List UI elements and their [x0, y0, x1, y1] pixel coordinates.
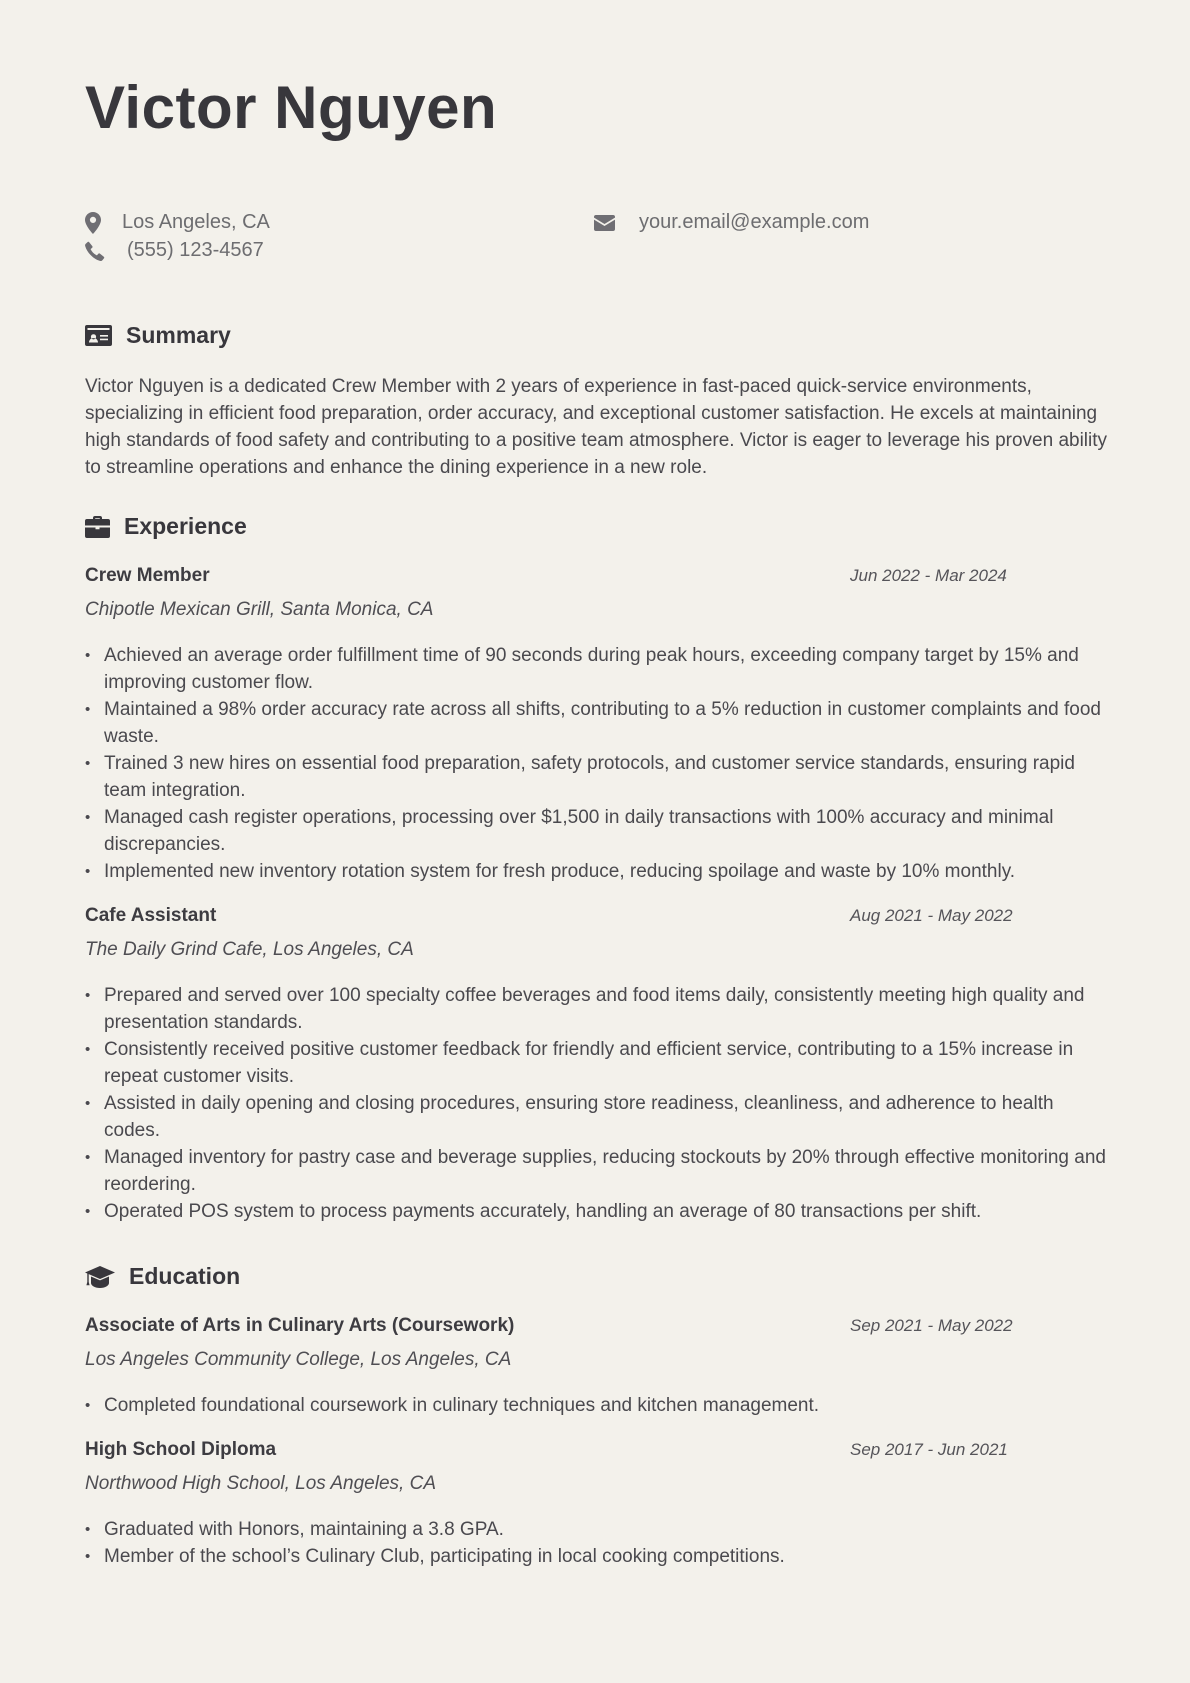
- bullet-item: • Managed inventory for pastry case and beverage supplies, reducing stockouts by 20% through effective monitoring and reordering.: [85, 1144, 1110, 1198]
- school-name: Northwood High School, Los Angeles, CA: [85, 1473, 436, 1494]
- contact-email: [594, 211, 869, 234]
- briefcase-icon: [85, 516, 110, 538]
- bullet-item: • Prepared and served over 100 specialty coffee beverages and food items daily, consistently meeting high quality and presentation standards.: [85, 982, 1110, 1036]
- education-bullets: [85, 1516, 1110, 1570]
- experience-heading: [85, 513, 247, 540]
- bullet-item: • Operated POS system to process payments accurately, handling an average of 80 transactions per shift.: [85, 1198, 1110, 1225]
- email-link[interactable]: your.email@example.com: [639, 211, 870, 233]
- school-name: Los Angeles Community College, Los Angeles, CA: [85, 1349, 512, 1370]
- contact-location: [85, 211, 270, 234]
- graduation-cap-icon: [85, 1266, 115, 1288]
- job-dates: Jun 2022 - Mar 2024: [850, 566, 1007, 585]
- bullet-item: • Trained 3 new hires on essential food preparation, safety protocols, and customer service standards, ensuring rapid team integration.: [85, 750, 1110, 804]
- job-organization: Chipotle Mexican Grill, Santa Monica, CA: [85, 599, 434, 620]
- education-heading: [85, 1263, 240, 1290]
- job-bullets: [85, 982, 1110, 1225]
- experience-entry: [85, 904, 1110, 1225]
- education-bullets: [85, 1392, 1110, 1419]
- education-dates: Sep 2021 - May 2022: [850, 1316, 1013, 1335]
- job-dates: Aug 2021 - May 2022: [850, 906, 1013, 925]
- phone-text: (555) 123-4567: [127, 239, 264, 261]
- contact-phone: [85, 239, 264, 262]
- candidate-name: Victor Nguyen: [85, 74, 498, 141]
- summary-text: Victor Nguyen is a dedicated Crew Member with 2 years of experience in fast-paced quick-service environments, specializing in efficient food preparation, order accuracy, and exceptional customer satisfaction. He excels at maintaining high standards of food safety and contributing to a positive team atmosphere. Victor is eager to leverage his proven ability to streamline operations and enhance the dining experience in a new role.: [85, 376, 1108, 478]
- bullet-item: • Maintained a 98% order accuracy rate across all shifts, contributing to a 5% reduction in customer complaints and food waste.: [85, 696, 1110, 750]
- location-text: Los Angeles, CA: [122, 211, 270, 233]
- bullet-item: • Managed cash register operations, processing over $1,500 in daily transactions with 100% accuracy and minimal discrepancies.: [85, 804, 1110, 858]
- bullet-item: • Graduated with Honors, maintaining a 3.8 GPA.: [85, 1516, 1110, 1543]
- phone-icon: [85, 241, 105, 261]
- envelope-icon: [594, 215, 615, 231]
- degree-title: High School Diploma: [85, 1439, 277, 1460]
- education-dates: Sep 2017 - Jun 2021: [850, 1440, 1008, 1459]
- bullet-item: • Assisted in daily opening and closing procedures, ensuring store readiness, cleanliness, and adherence to health codes.: [85, 1090, 1110, 1144]
- experience-entry: [85, 564, 1110, 885]
- education-entry: [85, 1314, 1110, 1419]
- education-title: Education: [129, 1263, 241, 1289]
- id-card-icon: [85, 325, 112, 346]
- bullet-item: • Member of the school’s Culinary Club, participating in local cooking competitions.: [85, 1543, 1110, 1570]
- education-entry: [85, 1438, 1110, 1570]
- bullet-item: • Achieved an average order fulfillment time of 90 seconds during peak hours, exceeding company target by 15% and improving customer flow.: [85, 642, 1110, 696]
- experience-title: Experience: [124, 513, 247, 539]
- summary-heading: [85, 322, 231, 349]
- degree-title: Associate of Arts in Culinary Arts (Coursework): [85, 1315, 515, 1336]
- summary-title: Summary: [126, 322, 231, 348]
- map-marker-icon: [85, 212, 101, 234]
- job-organization: The Daily Grind Cafe, Los Angeles, CA: [85, 939, 414, 960]
- job-title: Cafe Assistant: [85, 905, 217, 926]
- bullet-item: • Consistently received positive customer feedback for friendly and efficient service, contributing to a 15% increase in repeat customer visits.: [85, 1036, 1110, 1090]
- bullet-item: • Completed foundational coursework in culinary techniques and kitchen management.: [85, 1392, 1110, 1419]
- bullet-item: • Implemented new inventory rotation system for fresh produce, reducing spoilage and waste by 10% monthly.: [85, 858, 1110, 885]
- job-title: Crew Member: [85, 565, 210, 586]
- job-bullets: [85, 642, 1110, 885]
